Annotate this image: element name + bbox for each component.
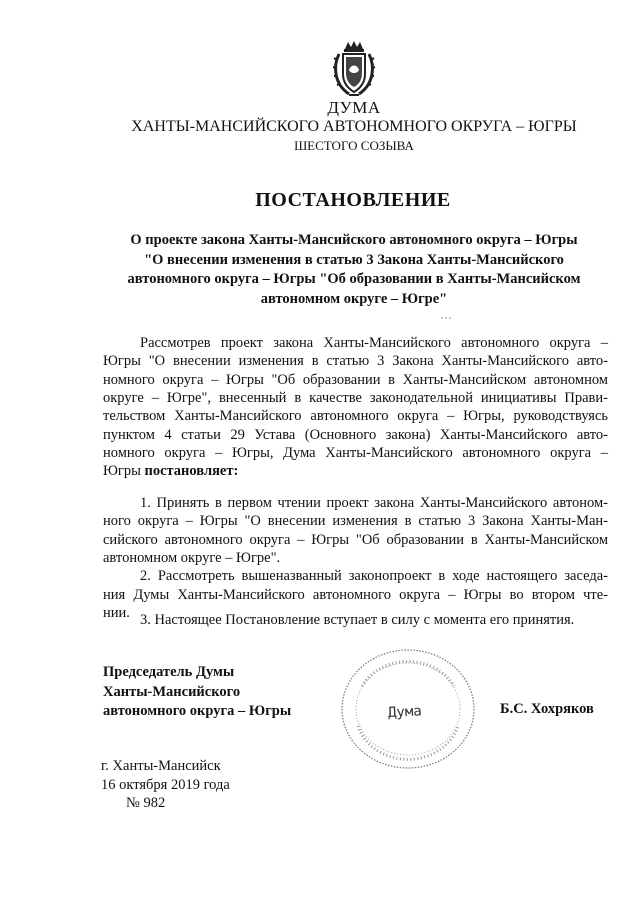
item-2-line: 2. Рассмотреть вышеназванный законопроект в ходе настоящего заседа- bbox=[140, 568, 608, 585]
signatory-title-line: автономного округа – Югры bbox=[103, 703, 292, 719]
subject-line: автономном округе – Югре" bbox=[260, 290, 448, 307]
org-name: ДУМА bbox=[327, 98, 381, 117]
subject-line: "О внесении изменения в статью 3 Закона Ханты-Мансийского bbox=[144, 251, 564, 268]
document-number: № 982 bbox=[126, 795, 166, 811]
document-place-date bbox=[101, 757, 230, 794]
subject-line: автономного округа – Югры "Об образовании в Ханты-Мансийском bbox=[127, 271, 581, 287]
preamble-text: Югры bbox=[103, 463, 145, 480]
org-convocation: ШЕСТОГО СОЗЫВА bbox=[294, 138, 414, 153]
signatory-title bbox=[103, 663, 291, 722]
preamble-line: округе – Югре", внесенный в качестве законодательной инициативы Прави- bbox=[103, 389, 608, 406]
document-place: г. Ханты-Мансийск bbox=[101, 758, 221, 774]
subject-line: О проекте закона Ханты-Мансийского автономного округа – Югры bbox=[130, 232, 578, 248]
preamble-line: Рассмотрев проект закона Ханты-Мансийского автономного округа – bbox=[140, 335, 608, 351]
item-1-line: ного округа – Югры "О внесении изменения в статью 3 Закона Ханты-Ман- bbox=[103, 513, 608, 530]
preamble-line: пунктом 4 статьи 29 Устава (Основного закона) Ханты-Мансийского авто- bbox=[103, 426, 608, 443]
preamble-line: Югры "О внесении изменения в статью 3 Закона Ханты-Мансийского авто- bbox=[103, 353, 608, 370]
resolves-keyword: постановляет: bbox=[144, 463, 239, 480]
org-region: ХАНТЫ-МАНСИЙСКОГО АВТОНОМНОГО ОКРУГА – ЮГРЫ bbox=[131, 118, 577, 135]
coat-of-arms-icon bbox=[331, 40, 377, 98]
item-1-line: сийского автономного округа – Югры "Об образовании в Ханты-Мансийском bbox=[103, 531, 608, 548]
document-subject bbox=[34, 231, 640, 309]
preamble-line: тельством Ханты-Мансийского автономного округа – Югры, руководствуясь bbox=[103, 408, 608, 425]
stamp-center-text: Дума bbox=[387, 703, 423, 722]
item-2-line: ния Думы Ханты-Мансийского автономного округа – Югры во втором чте- bbox=[103, 586, 608, 603]
document-date: 16 октября 2019 года bbox=[101, 776, 230, 793]
preamble-line: номного округа – Югры, Дума Ханты-Мансийского автономного округа – bbox=[103, 444, 608, 461]
signatory-title-line: Председатель Думы bbox=[103, 664, 235, 680]
item-3-line: 3. Настоящее Постановление вступает в силу с момента его принятия. bbox=[140, 612, 575, 628]
item-1-line: автономном округе – Югре". bbox=[103, 549, 281, 566]
preamble-line bbox=[103, 462, 608, 480]
seal-stamp-icon bbox=[338, 646, 478, 772]
item-2-line: нии. bbox=[103, 604, 130, 621]
signatory-name: Б.С. Хохряков bbox=[500, 701, 594, 717]
item-1-line: 1. Принять в первом чтении проект закона Ханты-Мансийского автоном- bbox=[140, 495, 608, 511]
signatory-title-line: Ханты-Мансийского bbox=[103, 683, 241, 700]
preamble-line: номного округа – Югры "Об образовании в Ханты-Мансийском автономном bbox=[103, 371, 608, 388]
scan-speck bbox=[440, 316, 452, 320]
document-type-heading: ПОСТАНОВЛЕНИЕ bbox=[255, 189, 451, 211]
